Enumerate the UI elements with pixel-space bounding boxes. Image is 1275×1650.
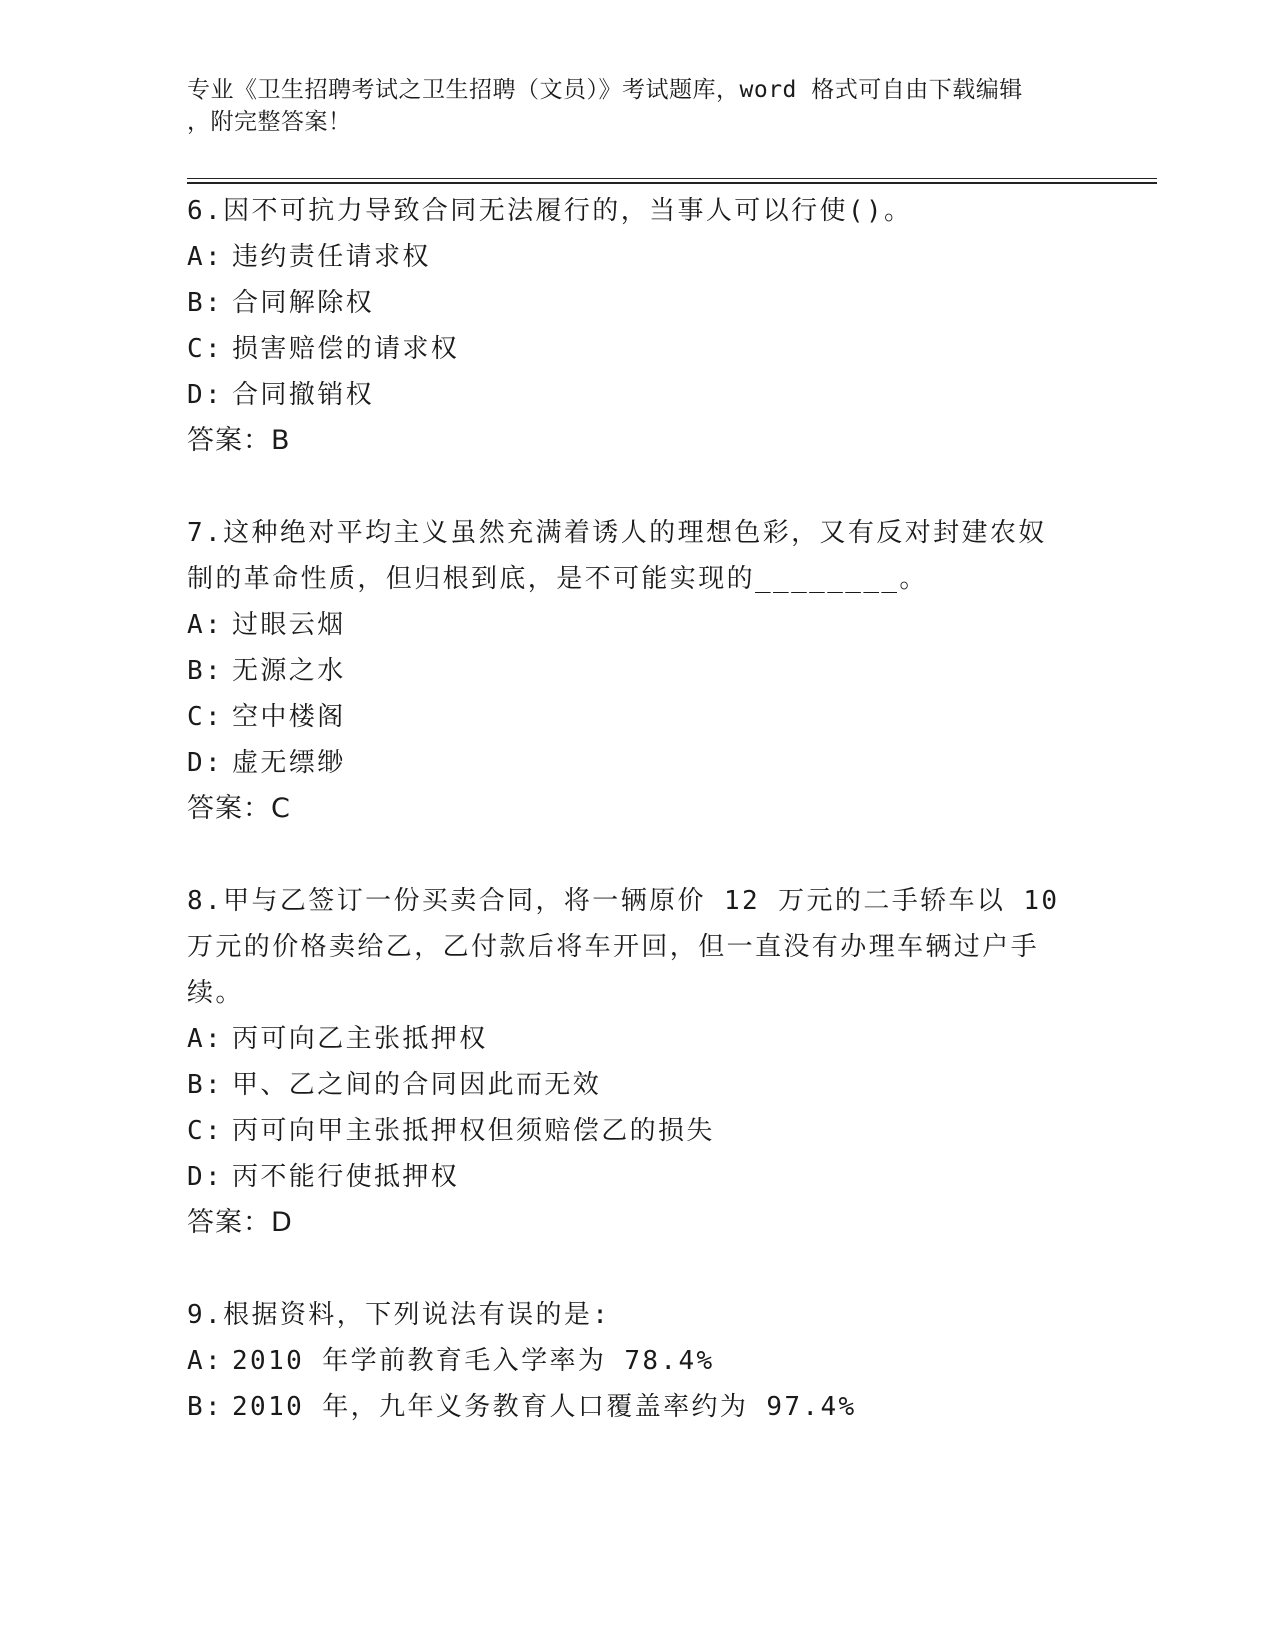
option-text: 甲、乙之间的合同因此而无效 xyxy=(232,1070,602,1100)
question-6 xyxy=(187,188,1067,464)
option-a xyxy=(187,602,1067,648)
question-stem: 7.这种绝对平均主义虽然充满着诱人的理想色彩，又有反对封建农奴制的革命性质，但归根到底，是不可能实现的________。 xyxy=(187,518,1047,594)
option-b xyxy=(187,1384,1067,1430)
option-c xyxy=(187,1108,1067,1154)
option-text: 违约责任请求权 xyxy=(232,242,431,272)
question-stem: 9.根据资料，下列说法有误的是: xyxy=(187,1300,611,1330)
option-c xyxy=(187,694,1067,740)
answer: 答案：C xyxy=(187,793,291,824)
question-stem: 8.甲与乙签订一份买卖合同，将一辆原价 12 万元的二手轿车以 10 万元的价格卖给乙，乙付款后将车开回，但一直没有办理车辆过户手续。 xyxy=(187,886,1060,1008)
answer: 答案：D xyxy=(187,1207,293,1238)
option-text: 合同撤销权 xyxy=(232,380,375,410)
header-rule-thin xyxy=(187,178,1157,179)
option-a xyxy=(187,1016,1067,1062)
option-key: D: xyxy=(187,380,224,410)
option-b xyxy=(187,1062,1067,1108)
option-key: D: xyxy=(187,1162,224,1192)
question-7 xyxy=(187,510,1067,832)
option-d xyxy=(187,740,1067,786)
option-key: C: xyxy=(187,334,224,364)
option-text: 过眼云烟 xyxy=(232,610,346,640)
option-text: 损害赔偿的请求权 xyxy=(232,334,460,364)
option-text: 2010 年学前教育毛入学率为 78.4% xyxy=(232,1346,715,1376)
question-8 xyxy=(187,878,1067,1246)
option-key: A: xyxy=(187,1346,224,1376)
option-a xyxy=(187,1338,1067,1384)
option-b xyxy=(187,648,1067,694)
option-key: D: xyxy=(187,748,224,778)
option-key: A: xyxy=(187,1024,224,1054)
option-text: 丙不能行使抵押权 xyxy=(232,1162,460,1192)
option-key: A: xyxy=(187,242,224,272)
header-note: 专业《卫生招聘考试之卫生招聘（文员）》考试题库，word 格式可自由下载编辑 ，附完整答案！ xyxy=(187,77,1023,135)
option-text: 丙可向乙主张抵押权 xyxy=(232,1024,488,1054)
question-9 xyxy=(187,1292,1067,1430)
option-key: B: xyxy=(187,288,224,318)
header-rule-thick xyxy=(187,182,1157,184)
option-b xyxy=(187,280,1067,326)
option-key: B: xyxy=(187,656,224,686)
question-stem: 6.因不可抗力导致合同无法履行的，当事人可以行使()。 xyxy=(187,196,913,226)
question-list xyxy=(187,188,1067,1430)
option-d xyxy=(187,372,1067,418)
answer: 答案：B xyxy=(187,425,291,456)
option-key: B: xyxy=(187,1070,224,1100)
option-key: C: xyxy=(187,702,224,732)
option-key: C: xyxy=(187,1116,224,1146)
option-text: 合同解除权 xyxy=(232,288,375,318)
option-a xyxy=(187,234,1067,280)
option-c xyxy=(187,326,1067,372)
option-key: B: xyxy=(187,1392,224,1422)
option-d xyxy=(187,1154,1067,1200)
option-text: 虚无缥缈 xyxy=(232,748,346,778)
option-text: 2010 年，九年义务教育人口覆盖率约为 97.4% xyxy=(232,1392,857,1422)
option-key: A: xyxy=(187,610,224,640)
option-text: 无源之水 xyxy=(232,656,346,686)
option-text: 空中楼阁 xyxy=(232,702,346,732)
option-text: 丙可向甲主张抵押权但须赔偿乙的损失 xyxy=(232,1116,715,1146)
